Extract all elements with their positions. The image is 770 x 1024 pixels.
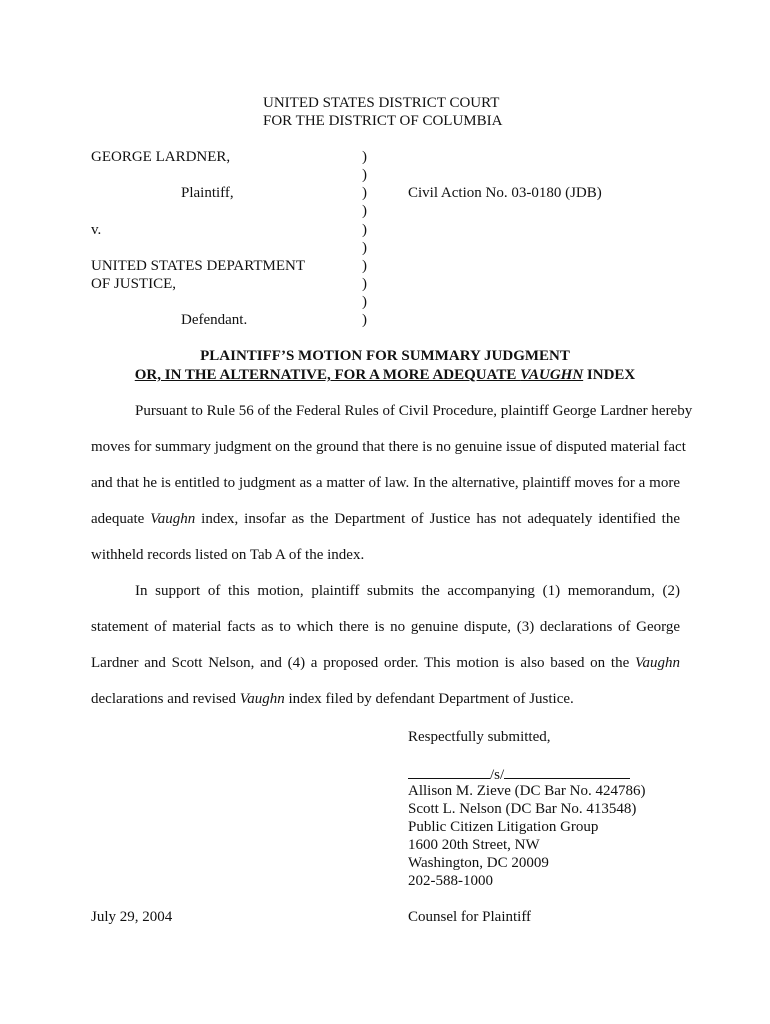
motion-title-line1: PLAINTIFF’S MOTION FOR SUMMARY JUDGMENT — [200, 348, 570, 364]
defendant-name-line1: UNITED STATES DEPARTMENT — [91, 258, 306, 274]
plaintiff-name: GEORGE LARDNER, — [91, 149, 231, 165]
signature-mark: /s/ — [490, 767, 505, 783]
caption-paren: ) — [362, 258, 367, 274]
versus: v. — [91, 222, 102, 238]
street-address: 1600 20th Street, NW — [408, 837, 540, 853]
caption-paren: ) — [362, 203, 367, 219]
paragraph-line: moves for summary judgment on the ground that there is no genuine issue of disputed material fact — [91, 439, 686, 455]
closing: Respectfully submitted, — [408, 729, 551, 745]
filing-date: July 29, 2004 — [91, 909, 173, 925]
caption-paren: ) — [362, 185, 367, 201]
paragraph-line — [91, 645, 680, 681]
text-segment: index filed by defendant Department of Justice. — [284, 691, 574, 707]
caption-paren: ) — [362, 240, 367, 256]
paragraph-line: In support of this motion, plaintiff submits the accompanying (1) memorandum, (2) — [135, 583, 680, 599]
attorney-line: Allison M. Zieve (DC Bar No. 424786) — [408, 783, 646, 799]
civil-action-number: Civil Action No. 03-0180 (JDB) — [408, 185, 602, 201]
attorney-line: Scott L. Nelson (DC Bar No. 413548) — [408, 801, 637, 817]
signature-underline — [408, 764, 490, 779]
caption-paren: ) — [362, 294, 367, 310]
caption-paren: ) — [362, 222, 367, 238]
court-district: FOR THE DISTRICT OF COLUMBIA — [263, 113, 503, 129]
text-segment: adequate — [91, 511, 151, 527]
motion-title-part2: INDEX — [583, 367, 636, 383]
paragraph-line: withheld records listed on Tab A of the index. — [91, 547, 365, 563]
motion-title-line2 — [0, 366, 770, 384]
signature-line — [408, 764, 630, 784]
signature-underline — [504, 764, 630, 779]
counsel-label: Counsel for Plaintiff — [408, 909, 532, 925]
phone-number: 202-588-1000 — [408, 873, 493, 889]
paragraph-line — [91, 501, 680, 537]
motion-title-vaughn: VAUGHN — [520, 367, 584, 383]
firm-name: Public Citizen Litigation Group — [408, 819, 599, 835]
motion-title-part1: OR, IN THE ALTERNATIVE, FOR A MORE ADEQUATE — [134, 367, 521, 383]
caption-paren: ) — [362, 149, 367, 165]
court-name: UNITED STATES DISTRICT COURT — [263, 95, 500, 111]
city-state-zip: Washington, DC 20009 — [408, 855, 549, 871]
paragraph-2 — [91, 573, 680, 717]
caption-paren: ) — [362, 276, 367, 292]
vaughn-italic: Vaughn — [635, 655, 680, 671]
text-segment: Lardner and Scott Nelson, and (4) a proposed order. This motion is also based on the — [91, 655, 635, 671]
paragraph-line: and that he is entitled to judgment as a matter of law. In the alternative, plaintiff moves for a more — [91, 475, 680, 491]
defendant-name-line2: OF JUSTICE, — [91, 276, 177, 292]
caption-paren: ) — [362, 167, 367, 183]
defendant-role: Defendant. — [181, 312, 248, 328]
paragraph-line: statement of material facts as to which there is no genuine dispute, (3) declarations of George — [91, 619, 680, 635]
text-segment: declarations and revised — [91, 691, 240, 707]
caption-paren: ) — [362, 312, 367, 328]
vaughn-italic: Vaughn — [239, 691, 285, 707]
paragraph-1 — [91, 393, 693, 573]
plaintiff-role: Plaintiff, — [181, 185, 234, 201]
text-segment: index, insofar as the Department of Justice has not adequately identified the — [195, 511, 680, 527]
vaughn-italic: Vaughn — [150, 511, 196, 527]
paragraph-line: Pursuant to Rule 56 of the Federal Rules of Civil Procedure, plaintiff George Lardner hereby — [135, 403, 693, 419]
paragraph-line — [91, 681, 680, 717]
